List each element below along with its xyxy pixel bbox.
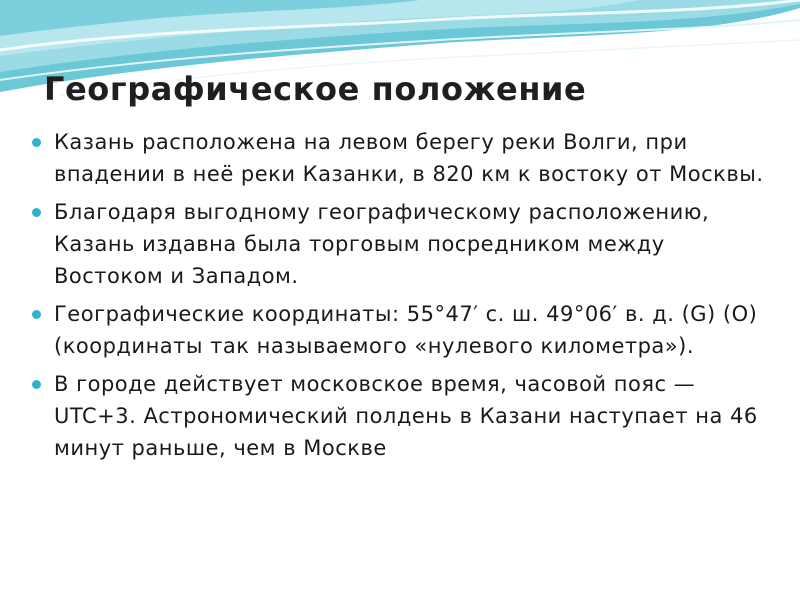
bullet-dot-icon bbox=[32, 138, 41, 147]
bullet-dot-icon bbox=[32, 208, 41, 217]
bullet-text: В городе действует московское время, часовой пояс — UTC+3. Астрономический полдень в Казани наступает на 46 минут раньше, чем в Москве bbox=[54, 372, 758, 460]
bullet-text: Благодаря выгодному географическому расположению, Казань издавна была торговым посредником между Востоком и Западом. bbox=[54, 200, 710, 288]
bullet-dot-icon bbox=[32, 380, 41, 389]
bullet-dot-icon bbox=[32, 310, 41, 319]
bullet-item bbox=[30, 196, 770, 292]
bullet-list bbox=[30, 126, 770, 470]
bullet-item bbox=[30, 368, 770, 464]
bullet-text: Казань расположена на левом берегу реки Волги, при впадении в неё реки Казанки, в 820 км к востоку от Москвы. bbox=[54, 130, 764, 186]
bullet-item bbox=[30, 126, 770, 190]
slide-title: Географическое положение bbox=[44, 70, 587, 108]
bullet-item bbox=[30, 298, 770, 362]
bullet-text: Географические координаты: 55°47′ с. ш. 49°06′ в. д. (G) (O) (координаты так называемого «нулевого километра»). bbox=[54, 302, 758, 358]
